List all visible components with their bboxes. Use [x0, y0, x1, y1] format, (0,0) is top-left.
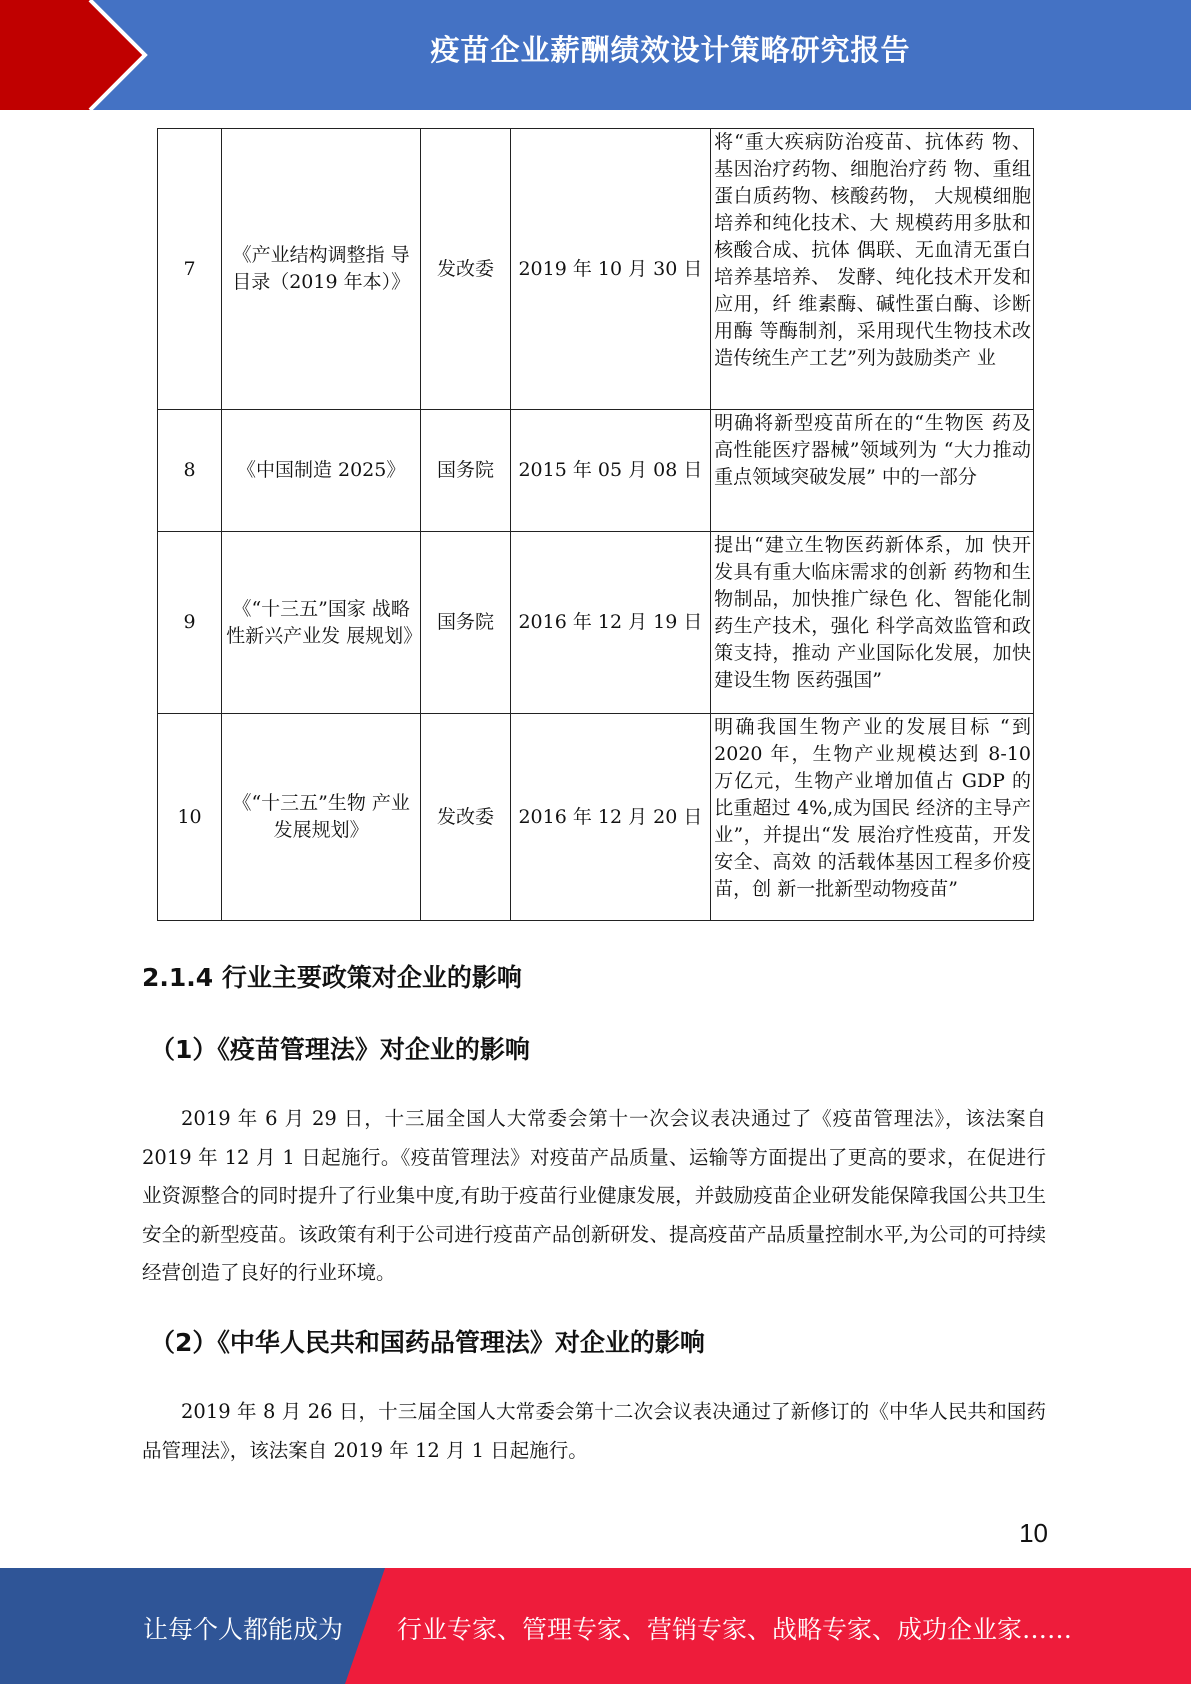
policy-description: 明确将新型疫苗所在的“生物医 药及高性能医疗器械”领域列为 “大力推动重点领域突破发展” 中的一部分	[711, 410, 1034, 532]
policy-name: 《中国制造 2025》	[222, 410, 421, 532]
policy-description: 将“重大疾病防治疫苗、抗体药 物、基因治疗药物、细胞治疗药 物、重组蛋白质药物、核酸药物， 大规模细胞培养和纯化技术、大 规模药用多肽和核酸合成、抗体 偶联、无血清无蛋白培养基培养、 发酵、纯化技术开发和应用，纤 维素酶、碱性蛋白酶、诊断用酶 等酶制剂，采用现代生物技术改 造传统生产工艺”列为鼓励类产 业	[711, 129, 1034, 410]
page-header	[0, 0, 1191, 110]
subsection-heading-drug-law: （2）《中华人民共和国药品管理法》对企业的影响	[150, 1328, 705, 1357]
policy-description: 明确我国生物产业的发展目标 “到 2020 年，生物产业规模达到 8-10 万亿元，生物产业增加值占 GDP 的比重超过 4%,成为国民 经济的主导产业”，并提出“发 展治疗性疫苗，开发安全、高效 的活载体基因工程多价疫苗，创 新一批新型动物疫苗”	[711, 714, 1034, 921]
policy-description: 提出“建立生物医药新体系，加 快开发具有重大临床需求的创新 药物和生物制品，加快推广绿色 化、智能化制药生产技术，强化 科学高效监管和政策支持，推动 产业国际化发展，加快建设生物 医药强国”	[711, 532, 1034, 714]
issue-date: 2016 年 12 月 19 日	[510, 532, 711, 714]
issue-date: 2015 年 05 月 08 日	[510, 410, 711, 532]
paragraph-vaccine-law: 2019 年 6 月 29 日，十三届全国人大常委会第十一次会议表决通过了《疫苗管理法》，该法案自 2019 年 12 月 1 日起施行。《疫苗管理法》对疫苗产品质量、运输等方面提出了更高的要求，在促进行业资源整合的同时提升了行业集中度,有助于疫苗行业健康发展，并鼓励疫苗企业研发能保障我国公共卫生安全的新型疫苗。该政策有利于公司进行疫苗产品创新研发、提高疫苗产品质量控制水平,为公司的可持续经营创造了良好的行业环境。	[142, 1107, 1046, 1284]
policy-name: 《“十三五”生物 产业发展规划》	[222, 714, 421, 921]
issuing-body: 国务院	[421, 410, 510, 532]
row-number: 10	[158, 714, 222, 921]
subsection-heading-vaccine-law: （1）《疫苗管理法》对企业的影响	[150, 1035, 530, 1064]
table-row	[158, 129, 1034, 410]
header-arrow-decoration	[0, 0, 150, 110]
row-number: 8	[158, 410, 222, 532]
footer-slogan-right: 行业专家、管理专家、营销专家、战略专家、成功企业家……	[397, 1615, 1073, 1644]
policy-table	[157, 128, 1034, 921]
policy-name: 《“十三五”国家 战略性新兴产业发 展规划》	[222, 532, 421, 714]
issue-date: 2016 年 12 月 20 日	[510, 714, 711, 921]
page-number: 10	[1019, 1518, 1048, 1548]
table-row	[158, 714, 1034, 921]
row-number: 9	[158, 532, 222, 714]
paragraph-drug-law: 2019 年 8 月 26 日，十三届全国人大常委会第十二次会议表决通过了新修订的《中华人民共和国药品管理法》，该法案自 2019 年 12 月 1 日起施行。	[142, 1400, 1046, 1462]
issuing-body: 发改委	[421, 129, 510, 410]
page-footer	[0, 1568, 1191, 1684]
issuing-body: 发改委	[421, 714, 510, 921]
section-heading: 2.1.4 行业主要政策对企业的影响	[142, 963, 522, 992]
policy-name: 《产业结构调整指 导目录（2019 年本）》	[222, 129, 421, 410]
table-row	[158, 532, 1034, 714]
row-number: 7	[158, 129, 222, 410]
issue-date: 2019 年 10 月 30 日	[510, 129, 711, 410]
table-row	[158, 410, 1034, 532]
issuing-body: 国务院	[421, 532, 510, 714]
header-title: 疫苗企业薪酬绩效设计策略研究报告	[430, 33, 911, 67]
footer-slogan-left: 让每个人都能成为	[143, 1615, 344, 1644]
